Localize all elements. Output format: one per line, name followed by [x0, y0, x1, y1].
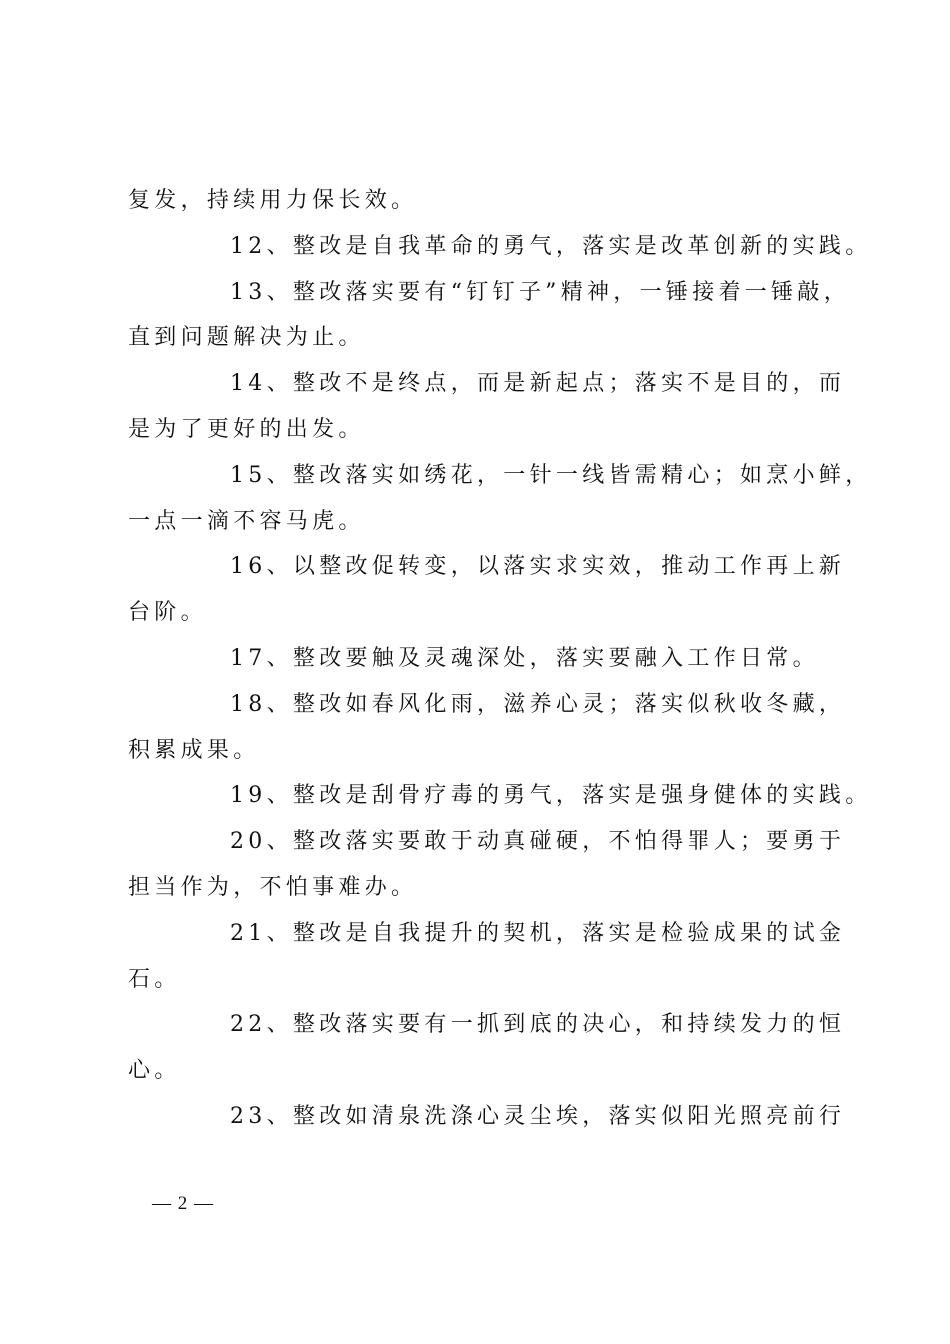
text-line-18: 石。: [128, 966, 181, 992]
text-line-13: 积累成果。: [128, 737, 260, 763]
text-line-19: 22、整改落实要有一抓到底的决心，和持续发力的恒: [230, 1012, 846, 1038]
text-line-11: 17、整改要触及灵魂深处，落实要融入工作日常。: [230, 645, 819, 671]
document-body: [128, 178, 872, 1140]
text-line-8: 一点一滴不容马虎。: [128, 508, 365, 534]
text-line-14: 19、整改是刮骨疗毒的勇气，落实是强身健体的实践。: [230, 783, 872, 809]
text-line-1: 复发，持续用力保长效。: [128, 188, 418, 213]
text-line-5: 14、整改不是终点，而是新起点；落实不是目的，而: [230, 371, 846, 397]
text-line-2: 12、整改是自我革命的勇气，落实是改革创新的实践。: [230, 233, 872, 259]
text-line-6: 是为了更好的出发。: [128, 416, 365, 442]
page-number: — 2 —: [152, 1193, 214, 1214]
text-line-7: 15、整改落实如绣花，一针一线皆需精心；如烹小鲜，: [230, 462, 872, 488]
text-line-17: 21、整改是自我提升的契机，落实是检验成果的试金: [230, 920, 846, 946]
text-line-3: 13、整改落实要有“钉钉子”精神，一锤接着一锤敲，: [230, 279, 850, 305]
text-line-20: 心。: [128, 1058, 181, 1084]
text-line-12: 18、整改如春风化雨，滋养心灵；落实似秋收冬藏，: [230, 691, 846, 717]
text-line-15: 20、整改落实要敢于动真碰硬，不怕得罪人；要勇于: [230, 829, 846, 855]
text-line-4: 直到问题解决为止。: [128, 325, 365, 351]
text-line-16: 担当作为，不怕事难办。: [128, 874, 418, 900]
text-line-9: 16、以整改促转变，以落实求实效，推动工作再上新: [230, 554, 846, 580]
text-line-21: 23、整改如清泉洗涤心灵尘埃，落实似阳光照亮前行: [230, 1103, 846, 1129]
text-line-10: 台阶。: [128, 600, 207, 626]
